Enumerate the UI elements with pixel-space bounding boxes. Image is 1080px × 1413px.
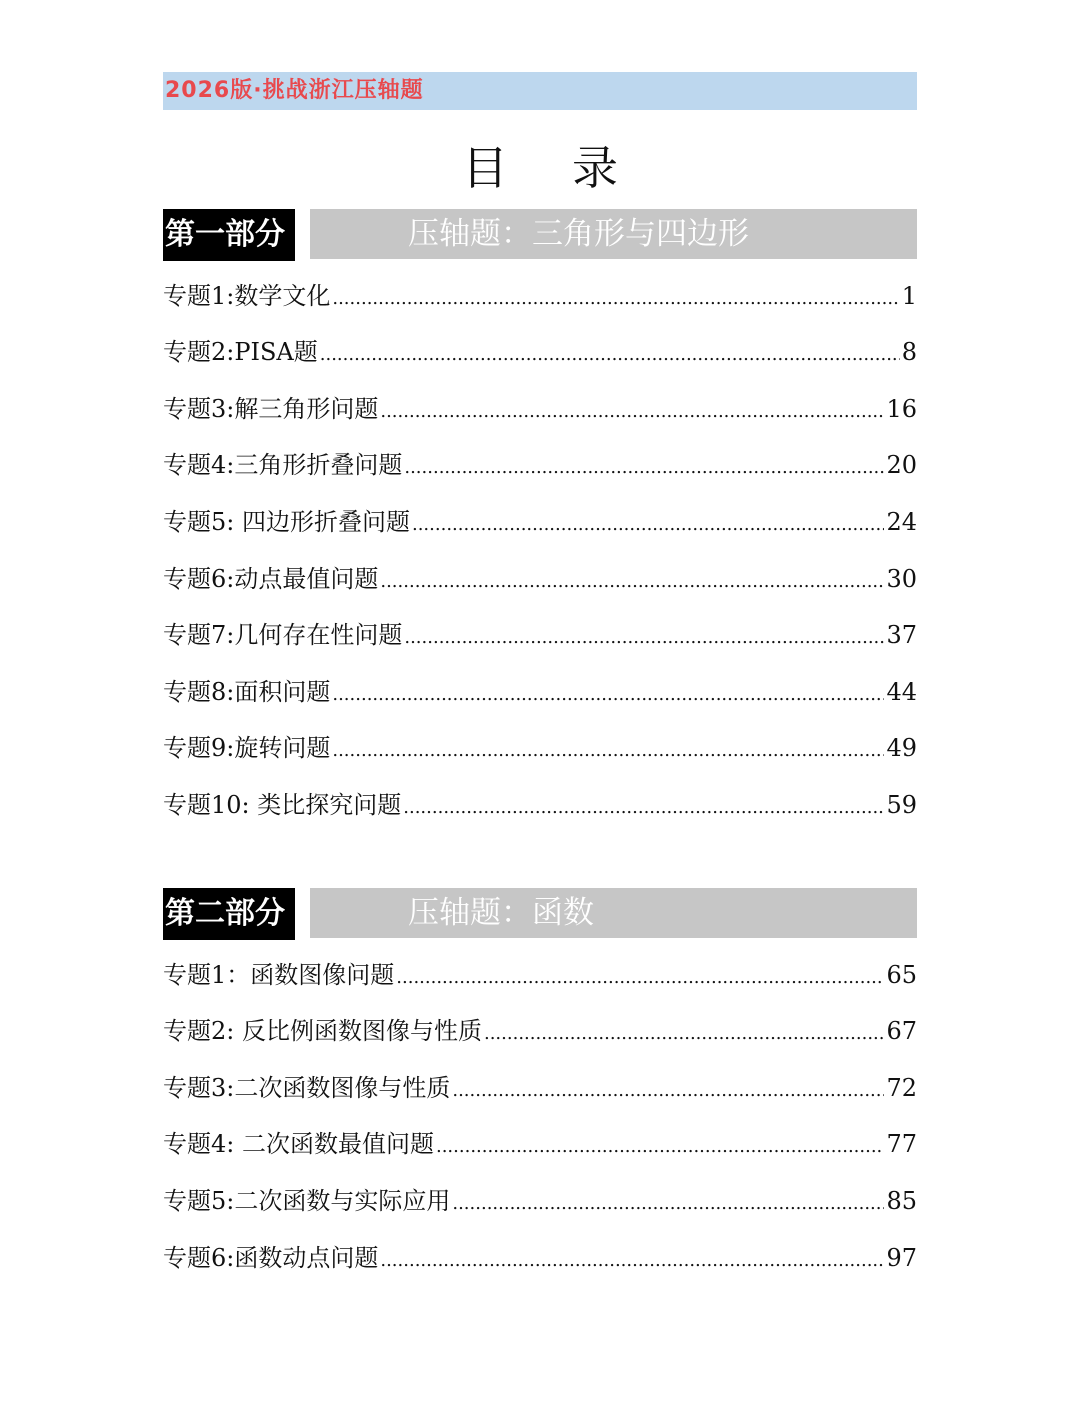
toc-entry-page: 30 — [886, 565, 917, 593]
toc-entry[interactable] — [163, 787, 917, 823]
toc-entry-page: 1 — [901, 282, 917, 310]
part-one-title: 压轴题：三角形与四边形 — [310, 209, 917, 259]
toc-entry[interactable] — [163, 1070, 917, 1106]
toc-entry[interactable] — [163, 504, 917, 540]
toc-entry-label: 专题9:旋转问题 — [163, 734, 331, 762]
toc-entry-label: 专题5:二次函数与实际应用 — [163, 1187, 451, 1215]
toc-entry-label: 专题4:三角形折叠问题 — [163, 451, 403, 479]
toc-entry[interactable] — [163, 730, 917, 766]
toc-entry-label: 专题6:动点最值问题 — [163, 565, 379, 593]
toc-entry-page: 24 — [886, 508, 917, 536]
toc-entry[interactable] — [163, 278, 917, 314]
dot-leader — [332, 674, 884, 710]
page-title: 目录 — [462, 141, 682, 195]
toc-entry-page: 65 — [886, 961, 917, 989]
part-one-label: 第一部分 — [163, 209, 295, 261]
dot-leader — [396, 957, 884, 993]
dot-leader — [404, 447, 884, 483]
toc-entry-page: 16 — [886, 395, 917, 423]
toc-entry-page: 49 — [886, 734, 917, 762]
dot-leader — [320, 334, 900, 370]
toc-entry-page: 20 — [886, 451, 917, 479]
dot-leader — [436, 1126, 884, 1162]
toc-entry-label: 专题2: 反比例函数图像与性质 — [163, 1017, 482, 1045]
toc-entry[interactable] — [163, 334, 917, 370]
header-banner: 2026版·挑战浙江压轴题 — [163, 72, 917, 110]
toc-entry-page: 77 — [886, 1130, 917, 1158]
toc-entry[interactable] — [163, 447, 917, 483]
dot-leader — [380, 391, 884, 427]
part-two-label: 第二部分 — [163, 888, 295, 940]
dot-leader — [404, 617, 884, 653]
toc-entry-page: 97 — [886, 1244, 917, 1272]
part-two-title: 压轴题：函数 — [310, 888, 917, 938]
dot-leader — [484, 1013, 884, 1049]
dot-leader — [403, 787, 884, 823]
dot-leader — [380, 1240, 884, 1276]
toc-entry-page: 44 — [886, 678, 917, 706]
dot-leader — [332, 730, 884, 766]
toc-entry-page: 85 — [886, 1187, 917, 1215]
toc-entry-page: 37 — [886, 621, 917, 649]
toc-entry[interactable] — [163, 617, 917, 653]
toc-entry-label: 专题1：函数图像问题 — [163, 961, 395, 989]
toc-entry[interactable] — [163, 957, 917, 993]
toc-entry[interactable] — [163, 1240, 917, 1276]
toc-entry-label: 专题8:面积问题 — [163, 678, 331, 706]
part-one-header — [163, 209, 917, 261]
toc-entry[interactable] — [163, 391, 917, 427]
dot-leader — [452, 1183, 884, 1219]
toc-entry[interactable] — [163, 1126, 917, 1162]
toc-entry-label: 专题1:数学文化 — [163, 282, 331, 310]
toc-entry-label: 专题10: 类比探究问题 — [163, 791, 402, 819]
toc-entry-page: 72 — [886, 1074, 917, 1102]
toc-entry[interactable] — [163, 561, 917, 597]
toc-entry[interactable] — [163, 1013, 917, 1049]
part-two-header — [163, 888, 917, 940]
toc-entry-page: 67 — [886, 1017, 917, 1045]
dot-leader — [332, 278, 899, 314]
toc-entry-page: 8 — [901, 338, 917, 366]
toc-entry-label: 专题6:函数动点问题 — [163, 1244, 379, 1272]
toc-entry-label: 专题4: 二次函数最值问题 — [163, 1130, 434, 1158]
toc-entry-label: 专题5: 四边形折叠问题 — [163, 508, 410, 536]
toc-entry-label: 专题3:解三角形问题 — [163, 395, 379, 423]
toc-entry-label: 专题3:二次函数图像与性质 — [163, 1074, 451, 1102]
toc-entry[interactable] — [163, 674, 917, 710]
dot-leader — [452, 1070, 884, 1106]
dot-leader — [412, 504, 884, 540]
toc-entry-label: 专题7:几何存在性问题 — [163, 621, 403, 649]
toc-entry-label: 专题2:PISA题 — [163, 338, 318, 366]
toc-entry[interactable] — [163, 1183, 917, 1219]
dot-leader — [380, 561, 884, 597]
toc-entry-page: 59 — [886, 791, 917, 819]
